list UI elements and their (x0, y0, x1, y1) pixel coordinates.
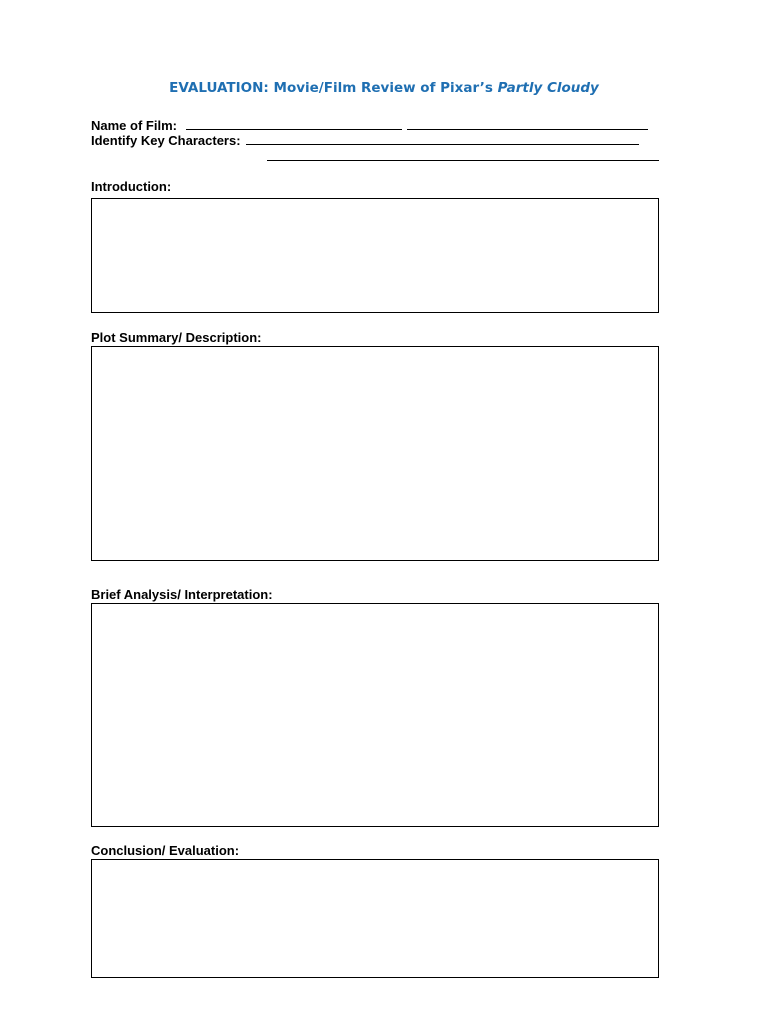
analysis-box[interactable] (91, 603, 659, 827)
conclusion-label: Conclusion/ Evaluation: (91, 843, 240, 858)
page-title (0, 80, 768, 96)
analysis-label: Brief Analysis/ Interpretation: (91, 587, 273, 602)
conclusion-box[interactable] (91, 859, 659, 978)
plot-summary-label: Plot Summary/ Description: (91, 330, 262, 345)
key-characters-row (91, 133, 639, 148)
film-name-label: Name of Film: (91, 118, 177, 133)
introduction-box[interactable] (91, 198, 659, 313)
film-name-row (91, 118, 648, 133)
key-characters-label: Identify Key Characters: (91, 133, 241, 148)
film-name-blank-2[interactable] (407, 128, 648, 130)
key-characters-blank-2[interactable] (267, 159, 659, 161)
plot-summary-box[interactable] (91, 346, 659, 561)
key-characters-blank-1[interactable] (246, 143, 639, 145)
title-film-name: Partly Cloudy (497, 80, 599, 96)
film-name-blank-1[interactable] (186, 128, 402, 130)
introduction-label: Introduction: (91, 179, 172, 194)
title-prefix: EVALUATION: Movie/Film Review of Pixar’s (169, 80, 498, 96)
